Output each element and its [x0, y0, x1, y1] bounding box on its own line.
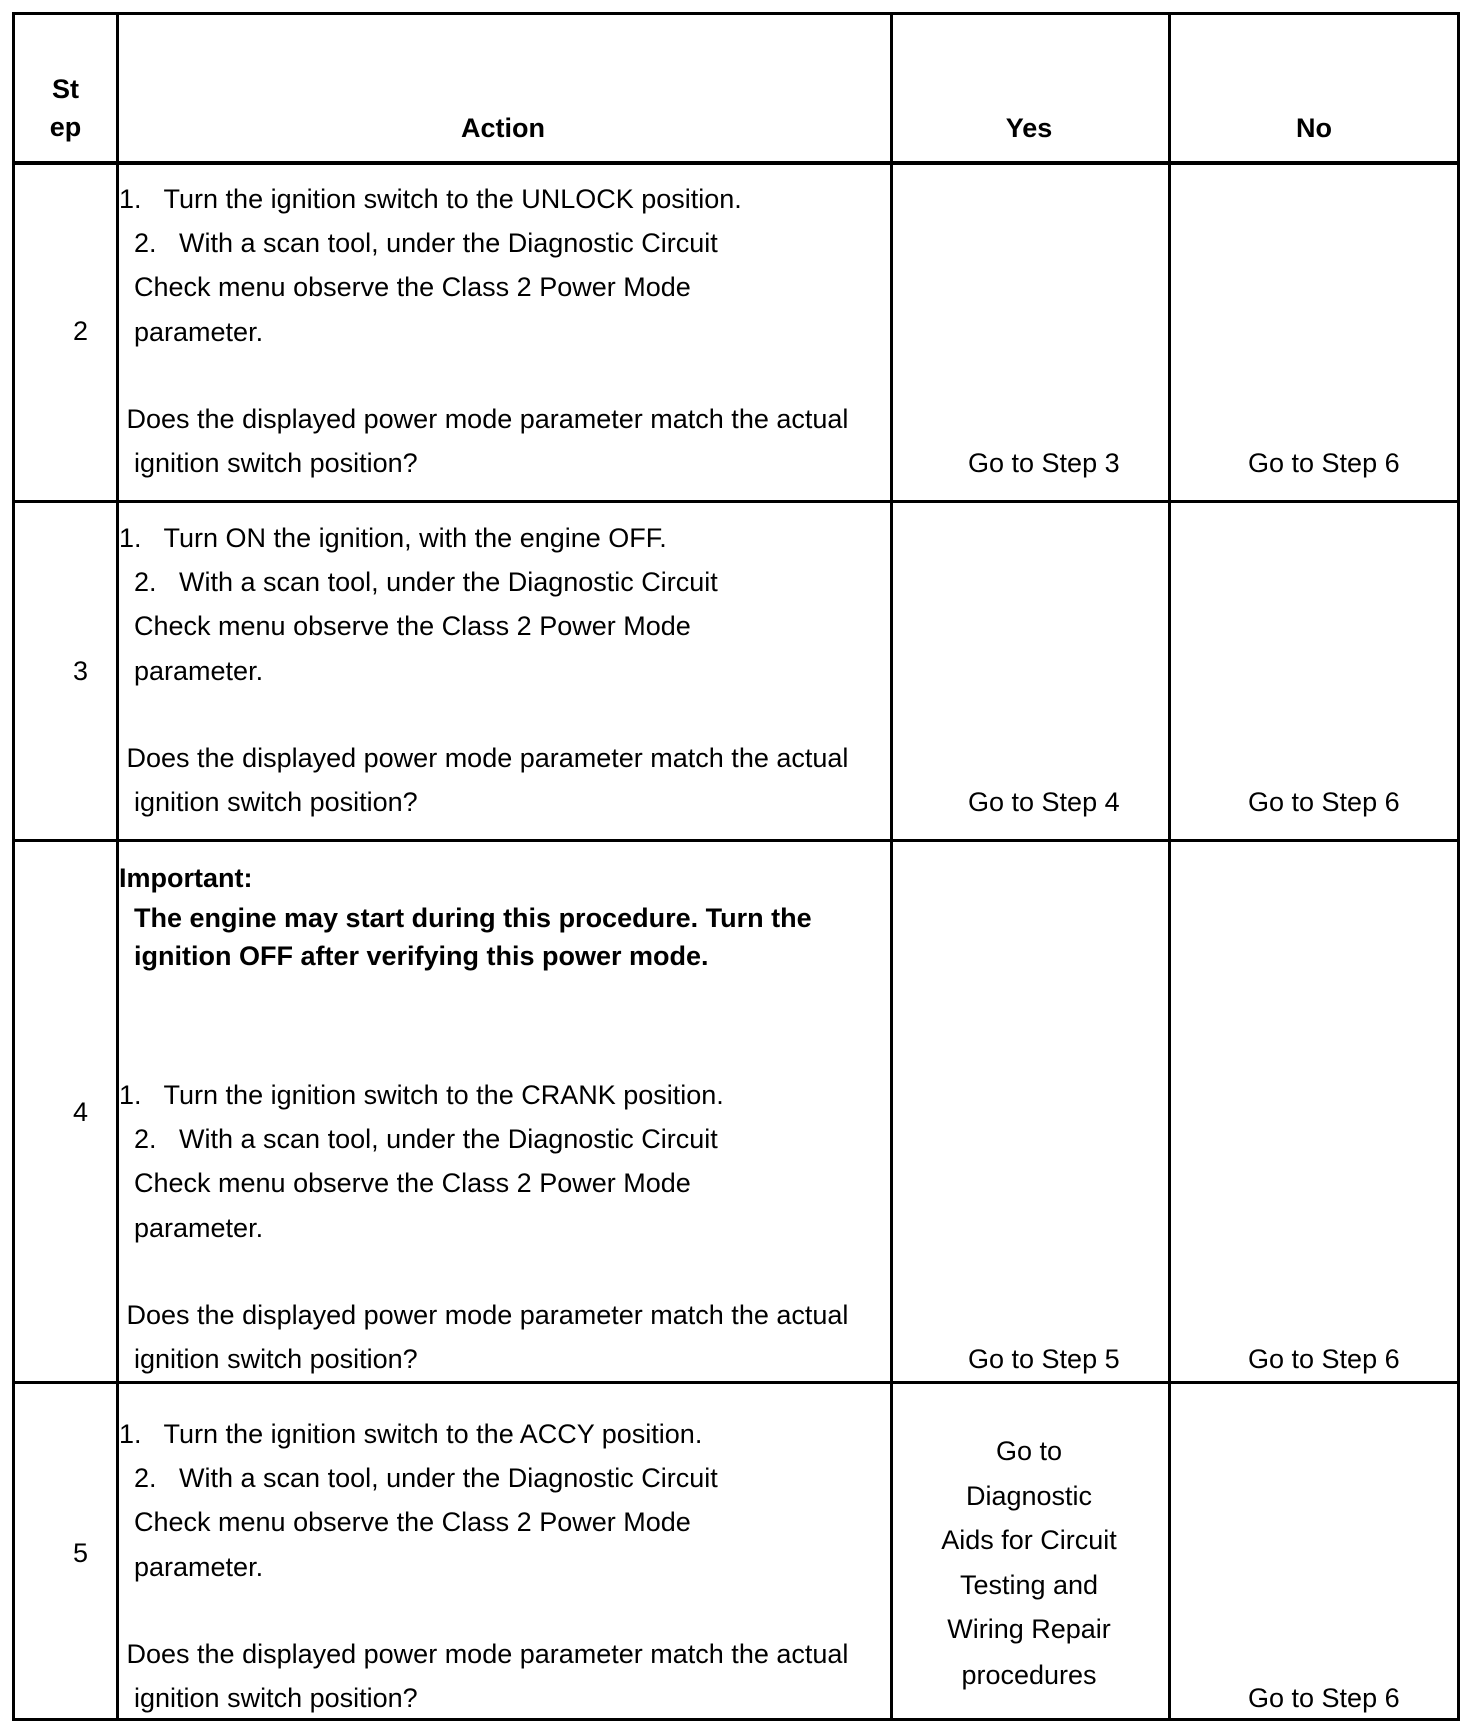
question-line: ignition switch position? — [119, 448, 418, 478]
question-line: ignition switch position? — [119, 787, 418, 817]
no-result: Go to Step 6 — [1248, 448, 1400, 478]
action-line: 1. Turn ON the ignition, with the engine OFF. — [119, 523, 667, 553]
action-line: 2. With a scan tool, under the Diagnostic Circuit — [119, 1463, 718, 1493]
action-line: Check menu observe the Class 2 Power Mode — [119, 1507, 691, 1537]
column-divider — [1168, 15, 1171, 1718]
row-divider — [15, 500, 1457, 503]
no-result: Go to Step 6 — [1248, 1683, 1400, 1713]
question-line: Does the displayed power mode parameter match the actual — [119, 404, 849, 434]
yes-result: Go to Step 3 — [968, 448, 1120, 478]
yes-result-line: procedures — [961, 1660, 1097, 1690]
important-text: ignition OFF after verifying this power mode. — [119, 941, 709, 971]
action-line: Check menu observe the Class 2 Power Mode — [119, 611, 691, 641]
row-divider — [15, 161, 1457, 165]
step-number: 3 — [73, 656, 89, 686]
important-label: Important: — [119, 863, 253, 893]
yes-result: Go to Step 5 — [968, 1344, 1120, 1374]
header-action: Action — [461, 113, 545, 143]
action-line: 2. With a scan tool, under the Diagnostic Circuit — [119, 228, 718, 258]
question-line: ignition switch position? — [119, 1344, 418, 1374]
important-text: The engine may start during this procedure. Turn the — [119, 903, 812, 933]
action-line: 2. With a scan tool, under the Diagnostic Circuit — [119, 1124, 718, 1154]
diagnostic-table — [12, 12, 1460, 1721]
action-line: parameter. — [119, 1552, 264, 1582]
action-line: 1. Turn the ignition switch to the CRANK position. — [119, 1080, 724, 1110]
action-line: parameter. — [119, 656, 264, 686]
step-number: 4 — [73, 1097, 89, 1127]
action-line: parameter. — [119, 1213, 264, 1243]
question-line: Does the displayed power mode parameter match the actual — [119, 1639, 849, 1669]
question-line: ignition switch position? — [119, 1683, 418, 1713]
action-line: 2. With a scan tool, under the Diagnostic Circuit — [119, 567, 718, 597]
yes-result: Go to Step 4 — [968, 787, 1120, 817]
yes-result-line: Testing and — [959, 1570, 1099, 1600]
yes-result-line: Wiring Repair — [947, 1614, 1111, 1644]
row-divider — [15, 839, 1457, 842]
action-line: parameter. — [119, 317, 264, 347]
action-line: 1. Turn the ignition switch to the UNLOCK position. — [119, 184, 742, 214]
action-line: Check menu observe the Class 2 Power Mode — [119, 272, 691, 302]
no-result: Go to Step 6 — [1248, 787, 1400, 817]
yes-result-line: Diagnostic — [965, 1481, 1093, 1511]
action-line: Check menu observe the Class 2 Power Mode — [119, 1168, 691, 1198]
yes-result-line: Aids for Circuit — [941, 1525, 1117, 1555]
header-yes: Yes — [1005, 113, 1053, 143]
action-line: 1. Turn the ignition switch to the ACCY position. — [119, 1419, 703, 1449]
question-line: Does the displayed power mode parameter match the actual — [119, 1300, 849, 1330]
header-step: St ep — [49, 74, 82, 142]
step-number: 5 — [73, 1538, 89, 1568]
step-number: 2 — [73, 316, 89, 346]
header-no: No — [1296, 113, 1332, 143]
question-line: Does the displayed power mode parameter match the actual — [119, 743, 849, 773]
no-result: Go to Step 6 — [1248, 1344, 1400, 1374]
yes-result-line: Go to — [995, 1436, 1063, 1466]
